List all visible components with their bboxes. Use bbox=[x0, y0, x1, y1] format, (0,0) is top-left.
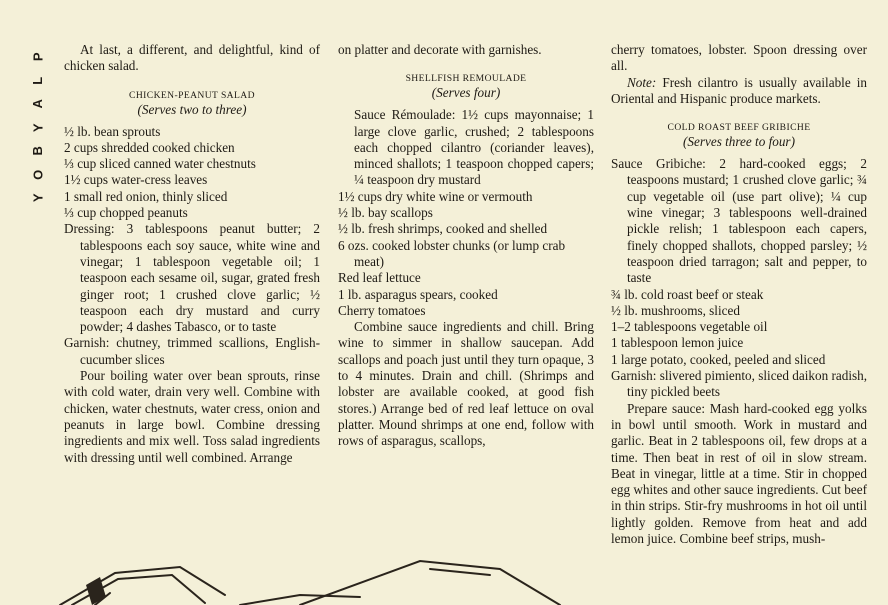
side-letter: A bbox=[30, 99, 46, 109]
ingredient-line: 6 ozs. cooked lobster chunks (or lump crab meat) bbox=[338, 237, 566, 269]
intro-paragraph: At last, a different, and delightful, kind of chicken salad. bbox=[64, 42, 320, 74]
side-letter: B bbox=[30, 146, 46, 156]
ingredient-line: ½ lb. bean sprouts bbox=[64, 123, 161, 139]
side-letter: Y bbox=[30, 122, 46, 132]
ingredient-line: 1 small red onion, thinly sliced bbox=[64, 188, 228, 204]
method-paragraph: Combine sauce ingredients and chill. Bring wine to simmer in shallow saucepan. Add scallops and poach just until they turn opaque, 3 to 4 minutes. Drain and chill. (Shrimps and lobster are available cooked, at good fish stores.) Arrange bed of red leaf lettuce on oval platter. Mound shrimps at one end, follow with rows of asparagus, scallops, bbox=[338, 319, 594, 449]
ingredient-line: ¾ lb. cold roast beef or steak bbox=[611, 286, 764, 302]
ingredient-line: ½ lb. mushrooms, sliced bbox=[611, 302, 740, 318]
ingredient-line: 1 lb. asparagus spears, cooked bbox=[338, 286, 498, 302]
side-letter: O bbox=[30, 169, 46, 180]
ingredient-line: ½ lb. bay scallops bbox=[338, 205, 433, 221]
recipe-heading: CHICKEN-PEANUT SALAD bbox=[129, 89, 255, 101]
ingredient-line: 1–2 tablespoons vegetable oil bbox=[611, 319, 768, 335]
note-label: Note: bbox=[627, 74, 657, 90]
ingredient-line: Red leaf lettuce bbox=[338, 270, 421, 286]
sketch-illustration bbox=[0, 555, 600, 605]
continued-text: on platter and decorate with garnishes. bbox=[338, 42, 542, 57]
ingredient-line: 1 tablespoon lemon juice bbox=[611, 335, 744, 351]
column-1 bbox=[64, 42, 320, 466]
side-letter: P bbox=[30, 52, 46, 62]
magazine-side-label bbox=[30, 45, 46, 210]
column-3 bbox=[611, 42, 867, 547]
side-letter: Y bbox=[30, 193, 46, 203]
ingredient-line: 1 large potato, cooked, peeled and sliced bbox=[611, 351, 826, 367]
ingredient-line: ⅓ cup chopped peanuts bbox=[64, 205, 188, 221]
note-text: Fresh cilantro is usually available in Oriental and Hispanic produce markets. bbox=[611, 74, 867, 106]
method-paragraph: Prepare sauce: Mash hard-cooked egg yolks in bowl until smooth. Work in mustard and garlic. Beat in 2 tablespoons oil, few drops at a time. Then beat in rest of oil in slow stream. Beat in vinegar, little at a time. Stir in chopped egg whites and other sauce ingredients. Cut beef in thin strips. Stir-fry mushrooms in hot oil until lightly golden. Remove from heat and add lemon juice. Combine beef strips, mush- bbox=[611, 400, 867, 547]
recipe-heading: SHELLFISH REMOULADE bbox=[405, 73, 527, 85]
recipe-heading: COLD ROAST BEEF GRIBICHE bbox=[667, 122, 811, 134]
recipe-serves: (Serves two to three) bbox=[137, 101, 247, 117]
method-paragraph: Pour boiling water over bean sprouts, rinse with cold water, drain very well. Combine with chicken, water chestnuts, water cress, onion and peanuts in large bowl. Combine dressing ingredients and mix well. Toss salad ingredients with dressing until well combined. Arrange bbox=[64, 368, 320, 465]
ingredient-line: ⅓ cup sliced canned water chestnuts bbox=[64, 156, 256, 172]
recipe-serves: (Serves three to four) bbox=[683, 134, 795, 150]
garnish-ingredients: Garnish: slivered pimiento, sliced daikon radish, tiny pickled beets bbox=[611, 368, 868, 400]
ingredient-line: 2 cups shredded cooked chicken bbox=[64, 139, 235, 155]
recipe-serves: (Serves four) bbox=[431, 85, 501, 101]
ingredient-line: Cherry tomatoes bbox=[338, 302, 426, 318]
garnish-ingredients: Garnish: chutney, trimmed scallions, English-cucumber slices bbox=[64, 335, 320, 367]
column-2 bbox=[338, 42, 594, 450]
sauce-ingredients: Sauce Rémoulade: 1½ cups mayonnaise; 1 large clove garlic, crushed; 2 tablespoons each chopped cilantro (coriander leaves), minced shallots; 1 teaspoon chopped capers; ¼ teaspoon dry mustard bbox=[354, 107, 594, 188]
sauce-ingredients: Sauce Gribiche: 2 hard-cooked eggs; 2 teaspoons mustard; 1 crushed clove garlic; ¾ cup vegetable oil (use part olive); ¼ cup wine vinegar; 3 tablespoons well-drained pickle relish; 1 tablespoon each capers, finely chopped shallots, chopped parsley; ½ teaspoon dried tarragon; salt and pepper, to taste bbox=[611, 156, 867, 286]
side-letter: L bbox=[30, 76, 46, 85]
note-paragraph bbox=[611, 75, 867, 108]
ingredient-line: ½ lb. fresh shrimps, cooked and shelled bbox=[338, 221, 548, 237]
continued-text: cherry tomatoes, lobster. Spoon dressing over all. bbox=[611, 42, 867, 74]
ingredient-line: 1½ cups dry white wine or vermouth bbox=[338, 188, 533, 204]
ingredient-line: 1½ cups water-cress leaves bbox=[64, 172, 208, 188]
dressing-ingredients: Dressing: 3 tablespoons peanut butter; 2 tablespoons each soy sauce, white wine and vinegar; 1 tablespoon vegetable oil; 1 teaspoon each sesame oil, sugar, grated fresh ginger root; 1 crushed clove garlic; ½ teaspoon each dry mustard and curry powder; 4 dashes Tabasco, or to taste bbox=[64, 221, 320, 335]
